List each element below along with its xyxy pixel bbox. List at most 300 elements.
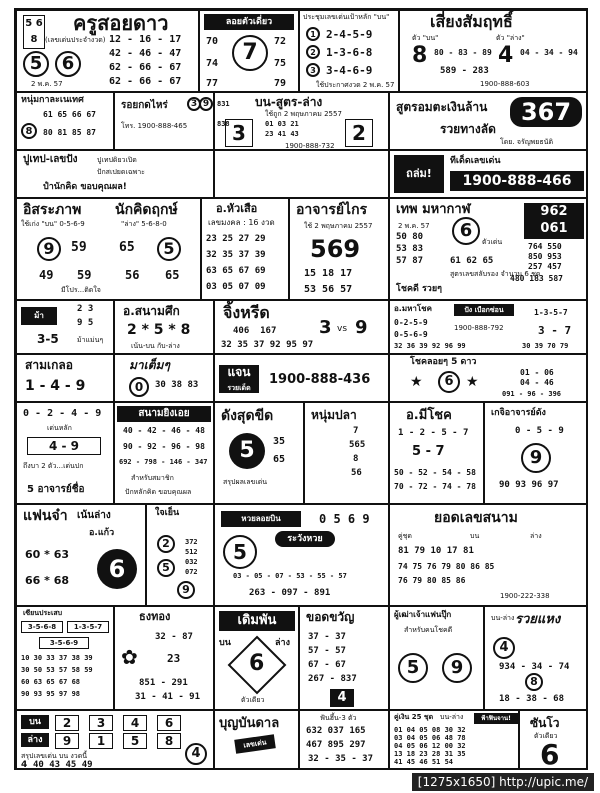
- tip-box-sanam-suek: [114, 300, 214, 354]
- tip-box-prachum: [299, 10, 399, 92]
- tip-box-siangsamrit: [399, 10, 588, 92]
- right-lucky-number: 6: [55, 51, 81, 77]
- box-subtitle: รวยทางลัด: [440, 122, 496, 136]
- number-row: 5 - 7: [412, 444, 445, 459]
- number: 74: [206, 58, 219, 69]
- box-title: ฟันฮึ้น-3 ตัว: [320, 714, 357, 722]
- number-row: 50 80: [396, 232, 424, 242]
- box-title: ปูเทป-เลขปัง: [23, 154, 78, 165]
- tag-upper: ตัว "บน": [412, 34, 439, 42]
- logo-badge: แจน รวยเด็ด: [219, 365, 259, 393]
- lower-label: ล่าง: [21, 733, 49, 747]
- number-row: 04 - 46: [520, 378, 554, 387]
- promo-badge: ถล่ม!: [394, 155, 444, 193]
- box-title: ผู้เฒ่าเจ้าแฟนปุ๊ก: [394, 610, 452, 619]
- logo-badge: ม้า: [21, 307, 57, 325]
- number-row: 76 79 80 85 86: [398, 576, 466, 585]
- box-title: หนุ่มปลา: [311, 408, 357, 422]
- phone-number: 1900-888-732: [285, 142, 335, 150]
- box-subtitle: เน้นล่าง: [77, 510, 111, 521]
- number-row: 934 - 34 - 74: [499, 662, 570, 672]
- tip-box-tided: [389, 150, 588, 198]
- lucky-number: 5: [157, 559, 175, 577]
- number-row: 1-3-5-7: [534, 308, 568, 317]
- lower-number: 4: [498, 43, 514, 68]
- box-subtitle: สูตรเลขสลับรอง จำนวน 6 ชุด: [450, 270, 541, 278]
- box-title: นักคิดฤกษ์: [115, 202, 178, 218]
- box-title: ลอยตัวเดี่ยว: [204, 14, 294, 30]
- star-icon: ★: [466, 374, 479, 390]
- upper-number: 3: [89, 715, 113, 731]
- upper-number: 8: [412, 43, 428, 68]
- lucky-number: 9: [442, 653, 472, 683]
- lucky-number: 5: [157, 237, 181, 261]
- number-box: 3-5-6-8: [21, 621, 63, 633]
- box-title: บุญบันดาล: [219, 716, 280, 731]
- tip-box-maa-tem: [114, 354, 214, 402]
- lucky-number: 3: [319, 317, 332, 338]
- box-title: สูตรอมตะเงินล้าน: [396, 100, 488, 114]
- number: 56: [351, 468, 362, 478]
- number-row: 0-5-6-9: [394, 330, 428, 339]
- number-row: 03 - 05 - 07 - 53 - 55 - 57: [233, 572, 347, 580]
- number: 565: [349, 440, 366, 450]
- box-subtitle: สำหรับคนโชคดี: [404, 626, 453, 634]
- box-title: ขอดขวัญ: [306, 610, 355, 624]
- number: 372: [185, 538, 198, 546]
- index-circle: 2: [306, 45, 320, 59]
- number: 79: [274, 78, 287, 89]
- box-title: อ.มหาโชค: [394, 304, 432, 313]
- number-row: 467 895 297: [306, 740, 366, 750]
- promo-badge: เลขเด่น: [234, 734, 276, 753]
- box-title: หนุ่มกาละเนเทศ: [21, 95, 84, 105]
- number-row: 74 75 76 79 80 86 85: [398, 562, 495, 571]
- index-circle: 1: [306, 27, 320, 41]
- tip-box-keji: [484, 402, 588, 504]
- box-title: ซันโว: [530, 716, 560, 730]
- number-row: 04 05 06 12 00 32: [394, 742, 466, 750]
- box-footer: มีโปร...ติดใจ: [61, 286, 101, 294]
- box-footer: สำหรับสมาชิก: [131, 474, 174, 482]
- number: 75: [274, 58, 287, 69]
- box-title: ดังสุดขีด: [221, 408, 274, 424]
- number-row: 0 - 2 - 4 - 9: [23, 408, 102, 419]
- number-row: 0 - 5 - 9: [515, 426, 564, 436]
- box-title: สนามยิงเอย: [117, 406, 211, 422]
- draw-date: 2 พ.ค. 57: [398, 222, 430, 230]
- tip-box-dang-sut-kheed: [214, 402, 304, 504]
- box-footer: สรุปเลขเด่น บน งวดนี้: [21, 752, 88, 760]
- number-row: 15 18 17: [304, 268, 353, 279]
- tag-label: บน-ล่าง: [440, 713, 464, 721]
- text-line: ปักสเปยดเฉพาะ: [97, 168, 145, 176]
- box-title: ธงทอง: [139, 610, 171, 623]
- number-row: 480 183 587: [510, 274, 563, 283]
- number-row: 32 - 87: [155, 632, 193, 642]
- tip-box-bon-lang: [16, 710, 214, 770]
- upper-number: 4: [123, 715, 147, 731]
- number-row: 1 - 2 - 5 - 7: [398, 428, 469, 438]
- box-title: โชคลอยๆ 5 ดาว: [410, 357, 477, 367]
- number: 7: [353, 426, 359, 436]
- phone-number: 1900-888-603: [480, 80, 530, 88]
- number-row: 62 - 66 - 67: [109, 76, 182, 87]
- number-row: 90 93 95 97 98: [21, 690, 81, 698]
- number: 72: [274, 36, 287, 47]
- number-row: 1-3-6-8: [326, 46, 373, 59]
- tip-box-phuthao: [389, 606, 484, 710]
- number-row: 764 550: [528, 242, 562, 251]
- tip-box-sian-prasoep: [16, 606, 114, 710]
- lucky-number: 5: [398, 653, 428, 683]
- box-title: สามเกลอ: [25, 358, 73, 372]
- number-row: 0-2-5-9: [394, 318, 428, 327]
- lucky-number: 5: [229, 433, 265, 469]
- box-title: อิสระภาพ: [23, 202, 82, 218]
- lucky-number: 367: [510, 97, 582, 127]
- number-row: 57 87: [396, 256, 424, 266]
- box-title: แฟนจ๋า: [23, 508, 68, 524]
- number-grid: 406 167: [233, 326, 277, 336]
- box-subtitle: ตัวเดียว: [241, 696, 265, 704]
- box-subtitle: บน-ล่าง: [491, 614, 515, 622]
- number: 072: [185, 568, 198, 576]
- box-title: ทีเด็ดเลขเด่น: [450, 156, 501, 166]
- number-row: 1 - 4 - 9: [25, 378, 86, 394]
- lucky-number: 5: [223, 535, 257, 569]
- tip-box-huay-loi-bin: [214, 504, 389, 606]
- number: 032: [185, 558, 198, 566]
- lucky-number: 9: [521, 443, 551, 473]
- box-footer: ปำนักคิด ขอบคุณผล!: [43, 182, 127, 192]
- lucky-number: 3: [187, 97, 201, 111]
- pair-numbers: 3 - 7: [538, 324, 572, 337]
- number-grid: 23 41 43: [265, 130, 299, 138]
- lucky-number: 0: [129, 377, 149, 397]
- tip-box-numkala: [16, 92, 114, 150]
- box-title: หวยลอยบิน: [221, 511, 301, 527]
- tip-box-blank-panel: [214, 150, 389, 198]
- box-subtitle: เน้น-บน กับ-ล่าง: [131, 342, 180, 350]
- number-row: 50 - 52 - 54 - 58: [394, 468, 476, 477]
- box-subtitle: เด่นหลัก: [47, 424, 72, 432]
- box-title: เซียนประเสบ: [23, 609, 63, 617]
- text-line: ปูเทปดิยวเปิด: [97, 156, 137, 164]
- number: 65: [119, 240, 135, 255]
- number-row: 3-4-6-9: [326, 64, 373, 77]
- tip-box-krusoidao: [16, 10, 199, 92]
- lucky-number: 4: [493, 637, 515, 659]
- box-footer: สรุปผลเลขเด่น: [223, 478, 268, 486]
- tip-box-itsaraphap: [16, 198, 201, 300]
- number-row: 03 04 05 06 48 78: [394, 734, 466, 742]
- tip-box-jaen: [214, 354, 389, 402]
- tip-box-faen-ja: [16, 504, 146, 606]
- number-row: 03 05 07 09: [206, 282, 266, 292]
- phone-number: โทร. 1900-888-465: [121, 122, 188, 130]
- number-row: 57 - 57: [308, 646, 346, 656]
- number-row: 850 953: [528, 252, 562, 261]
- lucky-number: 9: [199, 97, 213, 111]
- number-row: 32 36 39 92 96 99: [394, 342, 466, 350]
- box-title: คู่เงิน 25 ชุด: [394, 713, 434, 721]
- lower-number: 8: [157, 733, 181, 749]
- box-title: มาเต็มๆ: [129, 358, 170, 372]
- left-lucky-number: 5: [23, 51, 49, 77]
- lucky-number: 9: [37, 237, 61, 261]
- box-footer: ถึงบา 2 ตัว...เด่นปก: [23, 462, 84, 470]
- number-row: 263 - 097 - 891: [249, 588, 331, 598]
- box-title: รวยแหง: [515, 612, 561, 627]
- number-grid: 32 35 37 92 95 97: [221, 340, 314, 350]
- box-title: รอยกดไหร่: [121, 100, 168, 111]
- tip-box-putep: [16, 150, 214, 198]
- number-row: 53 56 57: [304, 284, 353, 295]
- lucky-number: 6: [540, 738, 560, 770]
- tip-box-jai-yen: [146, 504, 214, 606]
- lucky-number: 2: [157, 535, 175, 553]
- upper-number: 3: [225, 119, 253, 147]
- tip-box-thong-thong: [114, 606, 214, 710]
- versus-label: vs: [337, 324, 348, 334]
- box-subtitle: เลขมงคล : 16 งวด: [208, 218, 275, 227]
- lottery-tips-page: [14, 8, 588, 770]
- lower-number: 2: [345, 119, 373, 147]
- lucky-number: 6: [438, 371, 460, 393]
- lucky-number: 569: [310, 235, 361, 263]
- highlight-numbers: 962 061: [524, 203, 584, 239]
- column-header: ล่าง: [530, 532, 542, 540]
- number-row: 61 65 66 67: [43, 110, 96, 119]
- number-grid: 01 03 21: [265, 120, 299, 128]
- tip-box-khot-khwan: [299, 606, 389, 710]
- number: 23: [167, 652, 181, 665]
- number-row: 2-4-5-9: [326, 28, 373, 41]
- number-row: 01 04 05 08 30 32: [394, 726, 466, 734]
- author: 5 อาจารย์ชื่อ: [27, 484, 85, 495]
- lucky-number: 8: [21, 123, 37, 139]
- lower-row: 04 - 34 - 94: [520, 48, 578, 57]
- number-row: 41 45 46 51 54: [394, 758, 454, 766]
- tag-label: ตัวเด่น: [482, 238, 503, 246]
- number-row: 37 - 37: [308, 632, 346, 642]
- box-title: จิ้งหรีด: [223, 303, 270, 322]
- number-box: 1-3-5-7: [67, 621, 109, 633]
- number: 49: [39, 268, 54, 282]
- tip-box-khu-ngoen: [389, 710, 519, 770]
- lower-number: 1: [89, 733, 113, 749]
- box-title: ใจเย็น: [155, 508, 180, 518]
- number: 59: [71, 240, 87, 255]
- number: 838: [217, 120, 230, 128]
- number-row: 30 50 53 57 58 59: [21, 666, 93, 674]
- number: 8: [353, 454, 359, 464]
- tip-box-fan-huen: [299, 710, 389, 770]
- box-subtitle: (เลขเด่นประจำงวด): [45, 36, 106, 44]
- lower-number: 9: [55, 733, 79, 749]
- number: 512: [185, 548, 198, 556]
- tip-box-roikod: [114, 92, 214, 150]
- number-row: 31 - 41 - 91: [135, 692, 201, 702]
- tip-box-sanwo: [519, 710, 588, 770]
- number-row: 60 63 65 67 68: [21, 678, 81, 686]
- number-row: 80 81 85 87: [43, 128, 96, 137]
- phone-number: 1900-888-792: [454, 324, 504, 332]
- number: 59: [77, 268, 92, 282]
- text-line: "ล่าง" 5-6-8-0: [121, 220, 167, 228]
- number: 65: [165, 268, 180, 282]
- author: อ.แก้ว: [89, 528, 115, 538]
- tip-box-huasuea: [201, 198, 289, 300]
- tip-box-mee-chok: [389, 402, 484, 504]
- box-title: เทพ มหากาฬ: [396, 202, 471, 217]
- upper-row: 80 - 83 - 89: [434, 48, 492, 57]
- lucky-number: 3-5: [37, 332, 59, 346]
- butterfly-icon: ✿: [121, 645, 138, 669]
- box-title: เสี่ยงสัมฤทธิ์: [430, 12, 513, 31]
- tip-box-bun-bandan: [214, 710, 299, 770]
- star-icon: ★: [410, 374, 423, 390]
- number-row: 42 - 46 - 47: [109, 48, 182, 59]
- phone-number: 1900-888-466: [450, 171, 584, 191]
- number: 4: [21, 760, 28, 770]
- number-row: 851 - 291: [139, 678, 188, 688]
- lucky-number: 9: [355, 317, 368, 338]
- number-row: 53 83: [396, 244, 424, 254]
- number-row: 67 - 67: [308, 660, 346, 670]
- promo-badge: ระวังหวย: [275, 531, 335, 547]
- lucky-number: 6: [452, 217, 480, 245]
- box-title: เกจิอาจารย์ดัง: [491, 408, 546, 418]
- box-title: อ.สนามศึก: [123, 304, 180, 318]
- number-row: 10 30 33 37 38 39: [21, 654, 93, 662]
- tip-box-doem-phan: [214, 606, 299, 710]
- index-circle: 3: [306, 63, 320, 77]
- draw-date: 2 พ.ค. 57: [31, 80, 63, 88]
- upper-label: บน: [21, 715, 49, 729]
- number-row: 091 - 96 - 396: [502, 390, 562, 398]
- lucky-number: 4: [185, 743, 207, 765]
- tip-box-thep-mahakan: [389, 198, 588, 300]
- column-header: บน: [470, 532, 480, 540]
- upper-label: บน: [219, 638, 231, 648]
- box-subtitle: ม้าแม่นๆ: [77, 336, 104, 344]
- number-row: 61 62 65: [450, 256, 494, 266]
- small-number-box: 5 6 8: [23, 15, 45, 49]
- box-title: อ.มีโชค: [406, 408, 452, 423]
- number-row: 18 - 38 - 68: [499, 694, 565, 704]
- upper-number: 2: [55, 715, 79, 731]
- number-row: 70 - 72 - 74 - 78: [394, 482, 476, 491]
- box-title: อ.หัวเสือ: [216, 202, 258, 215]
- box-title: ยอดเลขสนาม: [434, 510, 518, 526]
- lower-label: ล่าง: [275, 638, 290, 648]
- box-title: บน-สูตร-ล่าง: [255, 95, 323, 109]
- number-row: 23 25 27 29: [206, 234, 266, 244]
- tag-lower: ตัว "ล่าง": [496, 34, 525, 42]
- number-row: 01 - 06: [520, 368, 554, 377]
- lucky-number: 9: [177, 581, 195, 599]
- lucky-number: 8: [525, 673, 543, 691]
- number: 70: [206, 36, 219, 47]
- lower-number: 5: [123, 733, 147, 749]
- tip-box-chok-loi: [389, 354, 588, 402]
- number-row: 32 - 35 - 37: [308, 754, 374, 764]
- number-row: 692 - 798 - 146 - 347: [119, 458, 208, 466]
- lucky-number: 4 - 9: [27, 437, 101, 455]
- number: 65: [273, 454, 286, 465]
- box-title: ประชุมเลขเด่นเป้าหลัก "บน": [303, 13, 390, 21]
- tip-box-maa-maen: [16, 300, 114, 354]
- phone-number: 1900-222-338: [500, 592, 550, 600]
- number-row: 0 5 6 9: [319, 512, 370, 526]
- number-row: 30 38 83: [155, 380, 199, 390]
- number-row: 32 35 37 39: [206, 250, 266, 260]
- number-row: 257 457: [528, 262, 562, 271]
- upper-number: 6: [157, 715, 181, 731]
- tip-box-jingreed: [214, 300, 389, 354]
- box-title: ครูสอยดาว: [73, 11, 169, 35]
- author: โดย. จรัญพยธนัติ: [500, 138, 554, 146]
- lucky-number: 7: [232, 35, 268, 71]
- number-row: 62 - 66 - 67: [109, 62, 182, 73]
- number-row: 267 - 837: [308, 674, 357, 684]
- number-row: 30 39 70 79: [522, 342, 569, 350]
- number: 77: [206, 78, 219, 89]
- box-title: อาจารย์ไกร: [296, 202, 368, 218]
- number-row: 90 - 92 - 96 - 98: [123, 442, 205, 451]
- number: 35: [273, 436, 286, 447]
- tip-box-num-pla: [304, 402, 389, 504]
- number-row: 632 037 165: [306, 726, 366, 736]
- number-row: 90 93 96 97: [499, 480, 559, 490]
- box-footer: โชคดี รวยๆ: [396, 284, 442, 294]
- promo-badge: ฟ้าฟินจาน!: [474, 713, 518, 724]
- number-row: 13 18 23 28 31 35: [394, 750, 466, 758]
- box-subtitle: ใช้ถูก 2 พฤษภาคม 2557: [265, 110, 342, 118]
- image-source-footer: [1275x1650] http://upic.me/: [412, 773, 594, 791]
- mid-row: 589 - 283: [440, 66, 489, 76]
- number: 56: [125, 268, 140, 282]
- lucky-number: 6: [97, 549, 137, 589]
- draw-date: ใช้ประกาศงวด 2 พ.ค. 57: [316, 81, 395, 89]
- tip-box-loitua: [199, 10, 299, 92]
- lucky-number: 4: [330, 689, 354, 707]
- text-line: ใช้เก่ง "บน" 0-5-6-9: [21, 220, 85, 228]
- tip-box-den-lak: [16, 402, 114, 504]
- number-row: 81 79 10 17 81: [398, 546, 474, 556]
- number-grid: 9 5: [77, 318, 94, 328]
- tip-box-sanam-ying: [114, 402, 214, 504]
- number-row: 66 * 68: [25, 574, 70, 587]
- box-footer: ปักหลักคิด ขอบคุณผล: [125, 488, 192, 496]
- tip-box-ajarn-krai: [289, 198, 389, 300]
- tip-box-yot-lek: [389, 504, 588, 606]
- box-title: เดิมพัน: [219, 611, 295, 631]
- number-box: 3-5-6-9: [39, 637, 89, 649]
- phone-number: 1900-888-436: [269, 372, 371, 387]
- number: 831: [217, 100, 230, 108]
- number-row: 60 * 63: [25, 548, 70, 561]
- number-row: 40 - 42 - 46 - 48: [123, 426, 205, 435]
- box-title-badge: ปัง เบือกซ่อน: [454, 304, 514, 316]
- lucky-number: 6: [249, 651, 265, 676]
- number-row: 40 43 45 49: [33, 760, 93, 770]
- tip-box-bon-sut-lang: [214, 92, 389, 150]
- tip-box-ruai-haeng: [484, 606, 588, 710]
- number-grid: 2 3: [77, 304, 94, 314]
